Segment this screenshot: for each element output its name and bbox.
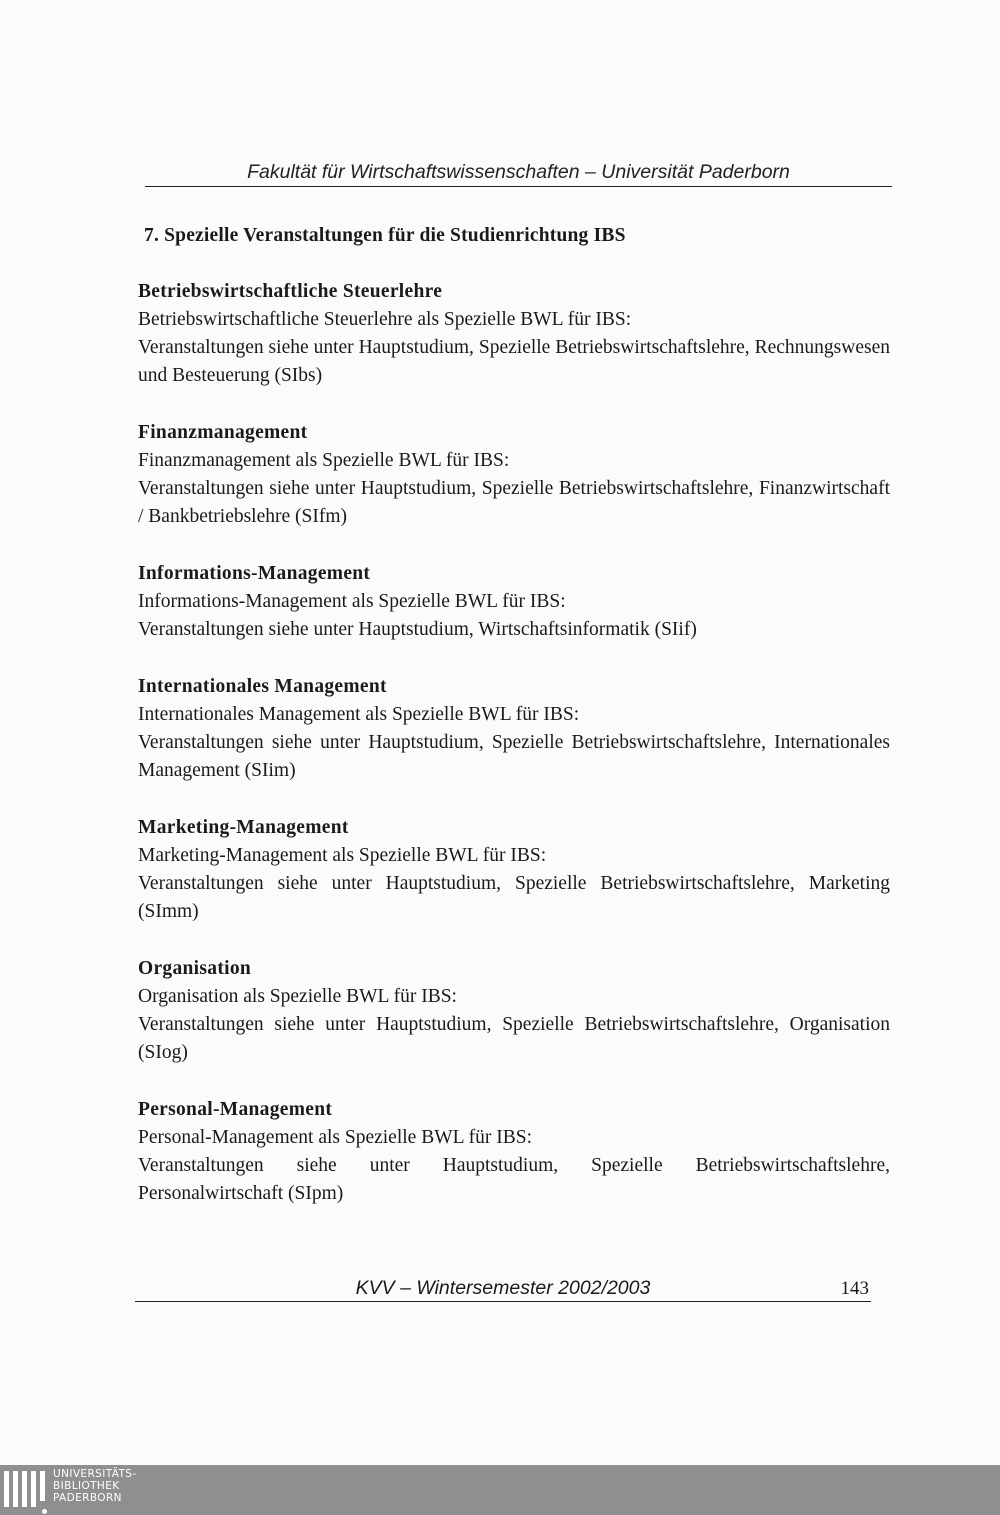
section-subtitle: Informations-Management als Spezielle BWL für IBS:: [138, 591, 566, 612]
section-heading: Marketing-Management: [138, 817, 349, 838]
library-badge-bar: [0, 1465, 1000, 1515]
page-number: 143: [840, 1278, 869, 1299]
footer-title: KVV – Wintersemester 2002/2003: [355, 1277, 651, 1299]
section-marketing-management: [138, 814, 890, 926]
section-description: Veranstaltungen siehe unter Hauptstudium, Spezielle Betriebswirtschaftslehre, Organisation (SIog): [138, 1014, 890, 1063]
section-description: Veranstaltungen siehe unter Hauptstudium, Spezielle Betriebswirtschaftslehre, Personalwirtschaft (SIpm): [138, 1155, 890, 1204]
section-description: Veranstaltungen siehe unter Hauptstudium, Spezielle Betriebswirtschaftslehre, Internationales Management (SIim): [138, 732, 890, 781]
section-heading: Informations-Management: [138, 563, 371, 584]
section-personal-management: [138, 1096, 890, 1208]
section-heading: Personal-Management: [138, 1099, 333, 1120]
section-description: Veranstaltungen siehe unter Hauptstudium, Spezielle Betriebswirtschaftslehre, Finanzwirtschaft / Bankbetriebslehre (SIfm): [138, 478, 890, 527]
section-subtitle: Organisation als Spezielle BWL für IBS:: [138, 986, 457, 1007]
section-subtitle: Betriebswirtschaftliche Steuerlehre als Spezielle BWL für IBS:: [138, 309, 632, 330]
library-name-line: BIBLIOTHEK: [53, 1480, 120, 1492]
running-header: Fakultät für Wirtschaftswissenschaften – Universität Paderborn: [145, 158, 892, 187]
section-description: Veranstaltungen siehe unter Hauptstudium, Spezielle Betriebswirtschaftslehre, Rechnungswesen und Besteuerung (SIbs): [138, 337, 890, 386]
section-heading: Finanzmanagement: [138, 422, 308, 443]
library-name-line: PADERBORN: [53, 1492, 122, 1504]
library-name: [53, 1468, 137, 1504]
library-logo-icon: [4, 1471, 48, 1511]
section-subtitle: Personal-Management als Spezielle BWL für IBS:: [138, 1127, 533, 1148]
section-description: Veranstaltungen siehe unter Hauptstudium, Spezielle Betriebswirtschaftslehre, Marketing (SImm): [138, 873, 890, 922]
section-subtitle: Finanzmanagement als Spezielle BWL für IBS:: [138, 450, 510, 471]
section-subtitle: Internationales Management als Spezielle BWL für IBS:: [138, 704, 580, 725]
page-footer: [135, 1276, 871, 1302]
section-description: Veranstaltungen siehe unter Hauptstudium, Wirtschaftsinformatik (SIif): [138, 619, 697, 640]
section-heading: Organisation: [138, 958, 252, 979]
chapter-title: 7. Spezielle Veranstaltungen für die Studienrichtung IBS: [144, 225, 626, 246]
section-informations-management: [138, 560, 890, 644]
section-finanzmanagement: [138, 419, 890, 531]
section-internationales-management: [138, 673, 890, 785]
library-name-line: UNIVERSITÄTS-: [53, 1468, 137, 1480]
section-organisation: [138, 955, 890, 1067]
section-subtitle: Marketing-Management als Spezielle BWL für IBS:: [138, 845, 547, 866]
section-steuerlehre: [138, 278, 890, 390]
section-heading: Internationales Management: [138, 676, 387, 697]
page-content: [138, 225, 890, 1237]
section-heading: Betriebswirtschaftliche Steuerlehre: [138, 281, 443, 302]
